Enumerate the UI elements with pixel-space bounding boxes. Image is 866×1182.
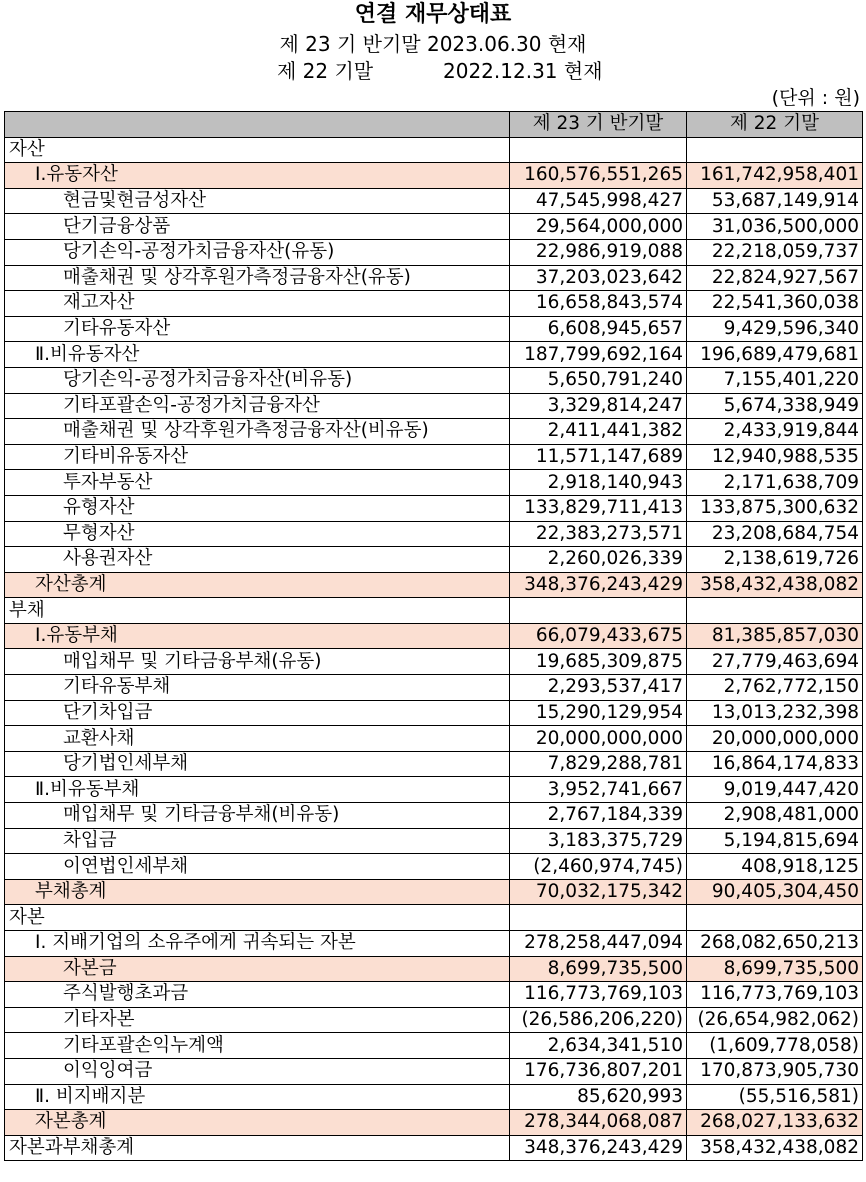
- account-label: 자본과부채총계: [5, 1135, 510, 1161]
- table-row: [5, 623, 863, 649]
- account-label: 당기손익-공정가치금융자산(유동): [5, 239, 510, 265]
- current-value: 22,383,273,571: [510, 521, 687, 547]
- table-row: [5, 1033, 863, 1059]
- current-value: 47,545,998,427: [510, 188, 687, 214]
- prior-value: 7,155,401,220: [687, 367, 863, 393]
- prior-value: 2,171,638,709: [687, 470, 863, 496]
- current-value: 7,829,288,781: [510, 751, 687, 777]
- current-value: 116,773,769,103: [510, 982, 687, 1008]
- account-label: 기타유동부채: [5, 675, 510, 701]
- account-label: 단기차입금: [5, 700, 510, 726]
- current-value: 70,032,175,342: [510, 879, 687, 905]
- table-row: [5, 316, 863, 342]
- current-value: 6,608,945,657: [510, 316, 687, 342]
- account-label: 기타유동자산: [5, 316, 510, 342]
- account-label: Ⅰ.유동부채: [5, 623, 510, 649]
- table-row: [5, 393, 863, 419]
- table-row: [5, 803, 863, 829]
- prior-period-date: 2022.12.31 현재: [443, 59, 603, 83]
- prior-value: 170,873,905,730: [687, 1058, 863, 1084]
- table-row: [5, 879, 863, 905]
- prior-value: 196,689,479,681: [687, 342, 863, 368]
- prior-value: 408,918,125: [687, 854, 863, 880]
- account-label: 사용권자산: [5, 547, 510, 573]
- account-label: 기타자본: [5, 1007, 510, 1033]
- balance-sheet-table: [4, 111, 863, 1161]
- account-label: 기타비유동자산: [5, 444, 510, 470]
- table-row: [5, 547, 863, 573]
- prior-value: 27,779,463,694: [687, 649, 863, 675]
- table-row: [5, 495, 863, 521]
- prior-value: 81,385,857,030: [687, 623, 863, 649]
- account-label: 매출채권 및 상각후원가측정금융자산(비유동): [5, 419, 510, 445]
- table-row: [5, 214, 863, 240]
- account-label: 단기금융상품: [5, 214, 510, 240]
- table-row: [5, 726, 863, 752]
- table-row: [5, 137, 863, 163]
- prior-value: 20,000,000,000: [687, 726, 863, 752]
- prior-value: 5,674,338,949: [687, 393, 863, 419]
- table-row: [5, 188, 863, 214]
- prior-value: 268,082,650,213: [687, 931, 863, 957]
- account-label: Ⅱ.비유동자산: [5, 342, 510, 368]
- prior-value: 23,208,684,754: [687, 521, 863, 547]
- prior-value: 16,864,174,833: [687, 751, 863, 777]
- prior-value: 22,541,360,038: [687, 291, 863, 317]
- current-value: [510, 598, 687, 624]
- prior-value: (1,609,778,058): [687, 1033, 863, 1059]
- table-row: [5, 572, 863, 598]
- current-value: 8,699,735,500: [510, 956, 687, 982]
- account-label: 당기법인세부채: [5, 751, 510, 777]
- prior-value: 53,687,149,914: [687, 188, 863, 214]
- table-row: [5, 470, 863, 496]
- prior-value: (55,516,581): [687, 1084, 863, 1110]
- current-value: 187,799,692,164: [510, 342, 687, 368]
- table-row: [5, 1007, 863, 1033]
- prior-value: 2,433,919,844: [687, 419, 863, 445]
- current-value: 22,986,919,088: [510, 239, 687, 265]
- account-label: Ⅱ. 비지배지분: [5, 1084, 510, 1110]
- account-label: 유형자산: [5, 495, 510, 521]
- current-value: 11,571,147,689: [510, 444, 687, 470]
- prior-value: 13,013,232,398: [687, 700, 863, 726]
- current-value: 16,658,843,574: [510, 291, 687, 317]
- prior-value: 268,027,133,632: [687, 1110, 863, 1136]
- account-label: 투자부동산: [5, 470, 510, 496]
- table-row: [5, 675, 863, 701]
- prior-value: 9,429,596,340: [687, 316, 863, 342]
- account-label: 차입금: [5, 828, 510, 854]
- current-value: 2,260,026,339: [510, 547, 687, 573]
- current-value: 2,293,537,417: [510, 675, 687, 701]
- prior-value: 2,762,772,150: [687, 675, 863, 701]
- prior-value: 5,194,815,694: [687, 828, 863, 854]
- current-value: 133,829,711,413: [510, 495, 687, 521]
- account-label: 기타포괄손익-공정가치금융자산: [5, 393, 510, 419]
- prior-value: 90,405,304,450: [687, 879, 863, 905]
- prior-value: 9,019,447,420: [687, 777, 863, 803]
- current-value: 15,290,129,954: [510, 700, 687, 726]
- current-value: 278,344,068,087: [510, 1110, 687, 1136]
- table-row: [5, 854, 863, 880]
- table-row: [5, 1110, 863, 1136]
- prior-value: 31,036,500,000: [687, 214, 863, 240]
- column-header-prior: 제 22 기말: [687, 112, 863, 138]
- current-value: (2,460,974,745): [510, 854, 687, 880]
- table-row: [5, 931, 863, 957]
- table-row: [5, 751, 863, 777]
- table-row: [5, 777, 863, 803]
- table-row: [5, 956, 863, 982]
- current-value: 29,564,000,000: [510, 214, 687, 240]
- account-label: 매입채무 및 기타금융부채(유동): [5, 649, 510, 675]
- page-title: 연결 재무상태표: [354, 2, 512, 27]
- column-header-current: 제 23 기 반기말: [510, 112, 687, 138]
- prior-value: 358,432,438,082: [687, 1135, 863, 1161]
- prior-value: 12,940,988,535: [687, 444, 863, 470]
- column-header-account: [5, 112, 510, 138]
- current-value: 2,767,184,339: [510, 803, 687, 829]
- account-label: 자본총계: [5, 1110, 510, 1136]
- table-header-row: [5, 112, 863, 138]
- prior-value: [687, 137, 863, 163]
- prior-value: 116,773,769,103: [687, 982, 863, 1008]
- current-value: 348,376,243,429: [510, 572, 687, 598]
- account-label: 자산: [5, 137, 510, 163]
- account-label: 교환사채: [5, 726, 510, 752]
- table-row: [5, 444, 863, 470]
- table-row: [5, 649, 863, 675]
- account-label: 이연법인세부채: [5, 854, 510, 880]
- table-row: [5, 1084, 863, 1110]
- prior-period-label: 제 22 기말: [277, 59, 374, 83]
- current-value: 3,952,741,667: [510, 777, 687, 803]
- account-label: 기타포괄손익누계액: [5, 1033, 510, 1059]
- table-row: [5, 1135, 863, 1161]
- table-row: [5, 163, 863, 189]
- current-value: 20,000,000,000: [510, 726, 687, 752]
- table-row: [5, 598, 863, 624]
- prior-value: [687, 598, 863, 624]
- current-value: 348,376,243,429: [510, 1135, 687, 1161]
- account-label: Ⅱ.비유동부채: [5, 777, 510, 803]
- current-value: 2,634,341,510: [510, 1033, 687, 1059]
- table-row: [5, 700, 863, 726]
- prior-value: 8,699,735,500: [687, 956, 863, 982]
- table-row: [5, 828, 863, 854]
- current-value: 5,650,791,240: [510, 367, 687, 393]
- table-row: [5, 521, 863, 547]
- table-row: [5, 982, 863, 1008]
- account-label: 무형자산: [5, 521, 510, 547]
- prior-value: 2,908,481,000: [687, 803, 863, 829]
- prior-value: (26,654,982,062): [687, 1007, 863, 1033]
- account-label: 부채총계: [5, 879, 510, 905]
- table-row: [5, 367, 863, 393]
- table-row: [5, 905, 863, 931]
- current-value: 2,918,140,943: [510, 470, 687, 496]
- table-row: [5, 265, 863, 291]
- table-row: [5, 419, 863, 445]
- prior-value: 133,875,300,632: [687, 495, 863, 521]
- current-value: 66,079,433,675: [510, 623, 687, 649]
- current-value: 278,258,447,094: [510, 931, 687, 957]
- current-value: 160,576,551,265: [510, 163, 687, 189]
- account-label: 매출채권 및 상각후원가측정금융자산(유동): [5, 265, 510, 291]
- table-row: [5, 291, 863, 317]
- prior-value: 2,138,619,726: [687, 547, 863, 573]
- current-value: 37,203,023,642: [510, 265, 687, 291]
- current-value: [510, 137, 687, 163]
- account-label: 현금및현금성자산: [5, 188, 510, 214]
- account-label: 이익잉여금: [5, 1058, 510, 1084]
- account-label: 부채: [5, 598, 510, 624]
- table-row: [5, 239, 863, 265]
- prior-value: 22,218,059,737: [687, 239, 863, 265]
- current-period: 제 23 기 반기말 2023.06.30 현재: [279, 32, 587, 56]
- table-row: [5, 342, 863, 368]
- prior-value: [687, 905, 863, 931]
- current-value: 176,736,807,201: [510, 1058, 687, 1084]
- account-label: 자본금: [5, 956, 510, 982]
- prior-value: 22,824,927,567: [687, 265, 863, 291]
- table-row: [5, 1058, 863, 1084]
- account-label: 주식발행초과금: [5, 982, 510, 1008]
- current-value: 3,183,375,729: [510, 828, 687, 854]
- prior-value: 161,742,958,401: [687, 163, 863, 189]
- current-value: 2,411,441,382: [510, 419, 687, 445]
- account-label: 자본: [5, 905, 510, 931]
- current-value: [510, 905, 687, 931]
- account-label: Ⅰ.유동자산: [5, 163, 510, 189]
- account-label: 재고자산: [5, 291, 510, 317]
- account-label: 당기손익-공정가치금융자산(비유동): [5, 367, 510, 393]
- account-label: 매입채무 및 기타금융부채(비유동): [5, 803, 510, 829]
- current-value: 19,685,309,875: [510, 649, 687, 675]
- unit-label: (단위 : 원): [771, 87, 860, 109]
- current-value: 85,620,993: [510, 1084, 687, 1110]
- current-value: (26,586,206,220): [510, 1007, 687, 1033]
- account-label: 자산총계: [5, 572, 510, 598]
- account-label: Ⅰ. 지배기업의 소유주에게 귀속되는 자본: [5, 931, 510, 957]
- prior-value: 358,432,438,082: [687, 572, 863, 598]
- current-value: 3,329,814,247: [510, 393, 687, 419]
